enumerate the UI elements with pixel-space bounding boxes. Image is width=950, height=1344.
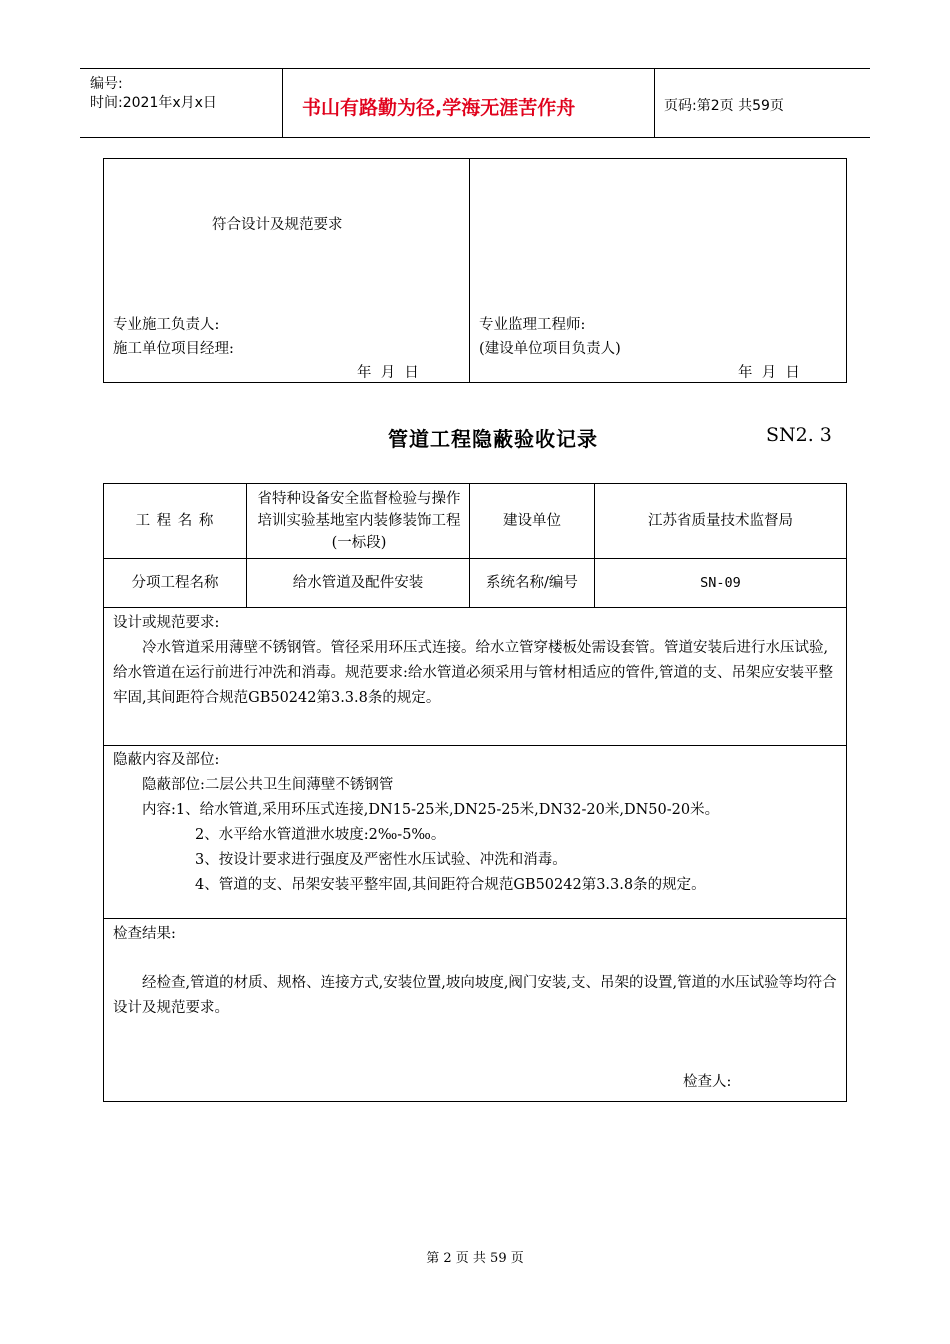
hidden-item: 2、水平给水管道泄水坡度:2‰-5‰。	[195, 827, 446, 843]
supervisor-label: 专业监理工程师:	[479, 317, 586, 333]
system-label: 系统名称/编号	[486, 575, 578, 591]
sub-project-value: 给水管道及配件安装	[292, 575, 424, 591]
hidden-item: 3、按设计要求进行强度及严密性水压试验、冲洗和消毒。	[195, 852, 567, 868]
design-text: 冷水管道采用薄壁不锈钢管。管径采用环压式连接。给水立管穿楼板处需设套管。管道安装后进行水压试验,给水管道在运行前进行冲洗和消毒。规范要求:给水管道必须采用与管材相适应的管件,管道的支、吊架应安装平整牢固,其间距符合规范GB50242第3.3.8条的规定。	[113, 640, 833, 706]
inspection-record-table	[103, 483, 847, 1102]
builder-label: 建设单位	[503, 513, 561, 529]
header-divider	[654, 69, 655, 137]
design-heading: 设计或规范要求:	[113, 615, 220, 631]
record-code: SN2. 3	[766, 424, 832, 446]
signature-table	[103, 158, 847, 383]
page-header	[80, 68, 870, 138]
construction-lead-label: 专业施工负责人:	[113, 317, 220, 333]
builder-value: 江苏省质量技术监督局	[648, 513, 793, 529]
header-page-info: 页码:第2页 共59页	[664, 98, 784, 114]
record-title: 管道工程隐蔽验收记录	[388, 427, 598, 451]
project-name-label: 工 程 名 称	[135, 513, 215, 529]
construction-manager-label: 施工单位项目经理:	[113, 341, 234, 357]
table-row-divider	[104, 607, 846, 608]
header-motto: 书山有路勤为径,学海无涯苦作舟	[302, 97, 576, 119]
system-value: SN-09	[700, 575, 741, 591]
header-divider	[282, 69, 283, 137]
conclusion-text: 符合设计及规范要求	[212, 217, 343, 233]
hidden-item: 内容:1、给水管道,采用环压式连接,DN15-25米,DN25-25米,DN32-20米,DN50-20米。	[142, 802, 720, 818]
project-name-value: 省特种设备安全监督检验与操作培训实验基地室内装修装饰工程(一标段)	[257, 491, 461, 551]
table-row-divider	[104, 745, 846, 746]
page-footer: 第 2 页 共 59 页	[426, 1251, 524, 1266]
left-date-text: 年 月 日	[357, 365, 419, 381]
check-heading: 检查结果:	[113, 926, 176, 942]
check-text: 经检查,管道的材质、规格、连接方式,安装位置,坡向坡度,阀门安装,支、吊架的设置,管道的水压试验等均符合设计及规范要求。	[113, 975, 837, 1016]
signature-divider	[469, 159, 470, 382]
sub-project-label: 分项工程名称	[131, 575, 219, 591]
header-number-label: 编号:	[90, 76, 123, 92]
table-row-divider	[104, 918, 846, 919]
right-date-text: 年 月 日	[738, 365, 800, 381]
owner-manager-label: (建设单位项目负责人)	[479, 341, 621, 357]
header-time-label: 时间:2021年x月x日	[90, 95, 217, 111]
hidden-location: 隐蔽部位:二层公共卫生间薄壁不锈钢管	[142, 777, 394, 793]
hidden-item: 4、管道的支、吊架安装平整牢固,其间距符合规范GB50242第3.3.8条的规定。	[195, 877, 706, 893]
inspector-label: 检查人:	[683, 1074, 732, 1090]
hidden-heading: 隐蔽内容及部位:	[113, 752, 220, 768]
